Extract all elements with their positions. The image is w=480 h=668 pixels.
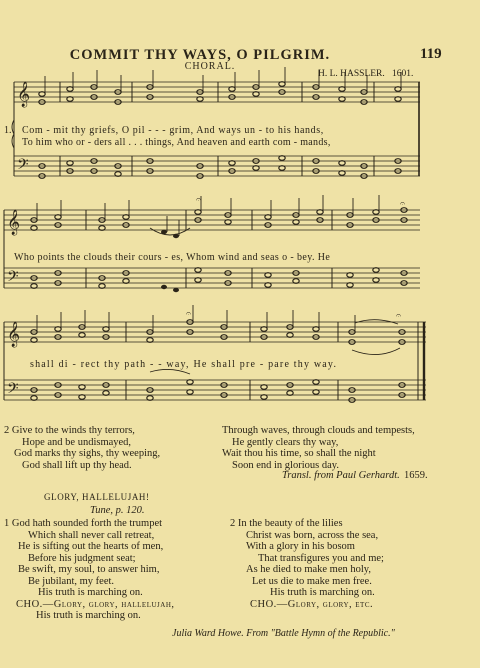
- hymn-2-tune-reference: Tune, p. 120.: [90, 505, 145, 516]
- stanza-line: 2 Give to the winds thy terrors,: [4, 425, 135, 436]
- verse-line: 1 God hath sounded forth the trumpet: [4, 518, 163, 529]
- svg-text:𝄞: 𝄞: [7, 210, 21, 235]
- lyrics-line-1-verse-2: To him who or - ders all . . . things, And heaven and earth com - mands,: [22, 137, 331, 148]
- page-number: 119: [420, 46, 442, 62]
- svg-text:𝄢: 𝄢: [7, 380, 19, 401]
- chorus-line: CHO.—Glory, glory, etc.: [250, 598, 374, 610]
- translation-year: 1659.: [404, 470, 428, 481]
- svg-text:𝄢: 𝄢: [7, 268, 19, 289]
- verse-line: With a glory in his bosom: [246, 541, 355, 552]
- stanza-line: Hope and be undismayed,: [22, 436, 132, 448]
- hymn-2-author-credit: Julia Ward Howe. From "Battle Hymn of the Republic.": [172, 628, 395, 639]
- verse-line: Be swift, my soul, to answer him,: [18, 564, 160, 575]
- verse-line: He is sifting out the hearts of men,: [18, 541, 164, 552]
- stanza-line: Wait thou his time, so shall the night: [222, 448, 376, 459]
- hymn-2-verse-1: [4, 518, 175, 622]
- stanza-line: Soon end in glorious day.: [232, 459, 339, 471]
- composer-credit: H. L. HASSLER.: [318, 69, 385, 79]
- stanza-line: He gently clears thy way,: [232, 436, 339, 448]
- note-stems: [37, 67, 401, 332]
- verse-line: 2 In the beauty of the lilies: [230, 518, 343, 529]
- verse-line: Christ was born, across the sea,: [246, 529, 379, 541]
- verse-line: His truth is marching on.: [38, 587, 143, 598]
- verse-line: Be jubilant, my feet.: [28, 575, 115, 587]
- composer-year: 1601.: [392, 69, 414, 79]
- svg-text:𝄐: 𝄐: [186, 308, 192, 318]
- verse-line: That transfigures you and me;: [258, 552, 384, 564]
- tune-subtitle: CHORAL.: [184, 61, 236, 72]
- svg-text:𝄞: 𝄞: [17, 82, 31, 107]
- hymn-2-verse-2: [230, 518, 384, 610]
- stanza-2-left: [4, 425, 160, 471]
- chorus-line: His truth is marching on.: [36, 610, 141, 621]
- stanza-line: God shall lift up thy head.: [22, 459, 132, 471]
- lyrics-line-1-verse-1: Com - mit thy griefs, O pil - - - grim, And ways un - to his hands,: [22, 125, 324, 136]
- translator-credit: Transl. from Paul Gerhardt.: [282, 470, 400, 481]
- stanza-2-right: [222, 425, 415, 471]
- hymn-2-title: GLORY, HALLELUJAH!: [44, 492, 150, 502]
- verse-number: 1.: [4, 125, 12, 136]
- chorus-line: CHO.—Glory, glory, hallelujah,: [16, 598, 175, 610]
- lyrics-line-2: Who points the clouds their cours - es, Whom wind and seas o - bey. He: [14, 252, 331, 263]
- svg-text:𝄐: 𝄐: [396, 310, 402, 320]
- verse-line: Before his judgment seat;: [28, 552, 136, 564]
- verse-line: As he died to make men holy,: [246, 564, 372, 575]
- svg-text:𝄞: 𝄞: [7, 322, 21, 347]
- hymn-title: COMMIT THY WAYS, O PILGRIM.: [69, 47, 331, 63]
- ties: [150, 228, 400, 374]
- stanza-line: Through waves, through clouds and tempests,: [222, 425, 415, 436]
- svg-text:𝄢: 𝄢: [17, 156, 29, 177]
- verse-line: Which shall never call retreat,: [28, 529, 155, 541]
- verse-line: His truth is marching on.: [270, 587, 375, 598]
- verse-line: Let us die to make men free.: [252, 575, 372, 587]
- svg-text:𝄐: 𝄐: [400, 198, 406, 208]
- svg-text:𝄐: 𝄐: [196, 194, 202, 204]
- lyrics-line-3: shall di - rect thy path - - way, He shall pre - pare thy way.: [30, 359, 338, 370]
- stanza-line: God marks thy sighs, thy weeping,: [14, 448, 161, 459]
